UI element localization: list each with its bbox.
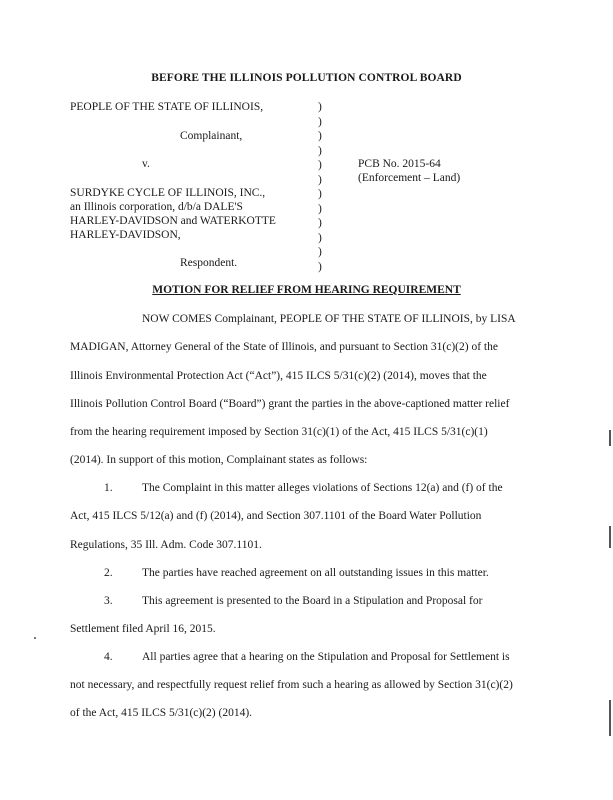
caption-paren: ) — [318, 217, 322, 229]
caption-paren: ) — [318, 231, 322, 244]
caption-parentheses — [318, 100, 328, 274]
item-number: 1. — [104, 482, 113, 494]
intro-line: MADIGAN, Attorney General of the State of Illinois, and pursuant to Section 31(c)(2) of the — [70, 341, 498, 353]
scan-mark — [609, 526, 611, 548]
intro-line: (2014). In support of this motion, Complainant states as follows: — [70, 454, 368, 466]
respondent-line-2: an Illinois corporation, d/b/a DALE'S — [70, 201, 243, 213]
caption-paren: ) — [318, 260, 322, 273]
item-line: of the Act, 415 ILCS 5/31(c)(2) (2014). — [70, 707, 253, 719]
scan-speck — [34, 637, 36, 639]
respondent-line-4: HARLEY-DAVIDSON, — [70, 229, 181, 241]
item-line: The Complaint in this matter alleges violations of Sections 12(a) and (f) of the — [142, 482, 503, 494]
item-line: Act, 415 ILCS 5/12(a) and (f) (2014), and Section 307.1101 of the Board Water Pollution — [70, 510, 482, 522]
respondent-label: Respondent. — [180, 257, 238, 269]
item-number: 3. — [104, 595, 113, 607]
complainant-label: Complainant, — [180, 130, 243, 142]
item-line: This agreement is presented to the Board in a Stipulation and Proposal for — [142, 595, 483, 607]
item-line: The parties have reached agreement on all outstanding issues in this matter. — [142, 567, 489, 579]
item-line: All parties agree that a hearing on the Stipulation and Proposal for Settlement is — [142, 651, 510, 663]
caption-paren: ) — [318, 115, 322, 128]
intro-line: Illinois Environmental Protection Act (“Act”), 415 ILCS 5/31(c)(2) (2014), moves that the — [70, 370, 487, 382]
caption-paren: ) — [318, 101, 322, 113]
caption-paren: ) — [318, 159, 322, 171]
case-type: (Enforcement – Land) — [358, 172, 461, 184]
caption-paren: ) — [318, 188, 322, 200]
item-number: 2. — [104, 567, 113, 579]
scan-mark — [609, 700, 611, 736]
motion-title: MOTION FOR RELIEF FROM HEARING REQUIREMENT — [152, 284, 461, 296]
caption-paren: ) — [318, 202, 322, 215]
item-line: Settlement filed April 16, 2015. — [70, 623, 216, 635]
item-line: not necessary, and respectfully request relief from such a hearing as allowed by Section 31(c)(2) — [70, 679, 513, 691]
case-number: PCB No. 2015-64 — [358, 158, 441, 170]
plaintiff-name: PEOPLE OF THE STATE OF ILLINOIS, — [70, 101, 264, 113]
caption-paren: ) — [318, 173, 322, 186]
intro-line: Illinois Pollution Control Board (“Board”) grant the parties in the above-captioned matter relief — [70, 398, 510, 410]
intro-line: NOW COMES Complainant, PEOPLE OF THE STATE OF ILLINOIS, by LISA — [142, 313, 516, 325]
caption-paren: ) — [318, 144, 322, 157]
scan-mark — [609, 430, 611, 446]
intro-line: from the hearing requirement imposed by Section 31(c)(1) of the Act, 415 ILCS 5/31(c)(1) — [70, 426, 488, 438]
item-number: 4. — [104, 651, 113, 663]
caption-paren: ) — [318, 246, 322, 258]
caption-paren: ) — [318, 130, 322, 142]
item-line: Regulations, 35 Ill. Adm. Code 307.1101. — [70, 539, 262, 551]
respondent-line-3: HARLEY-DAVIDSON and WATERKOTTE — [70, 215, 276, 227]
versus-label: v. — [142, 158, 150, 170]
respondent-line-1: SURDYKE CYCLE OF ILLINOIS, INC., — [70, 187, 266, 199]
board-title: BEFORE THE ILLINOIS POLLUTION CONTROL BOARD — [151, 72, 462, 84]
